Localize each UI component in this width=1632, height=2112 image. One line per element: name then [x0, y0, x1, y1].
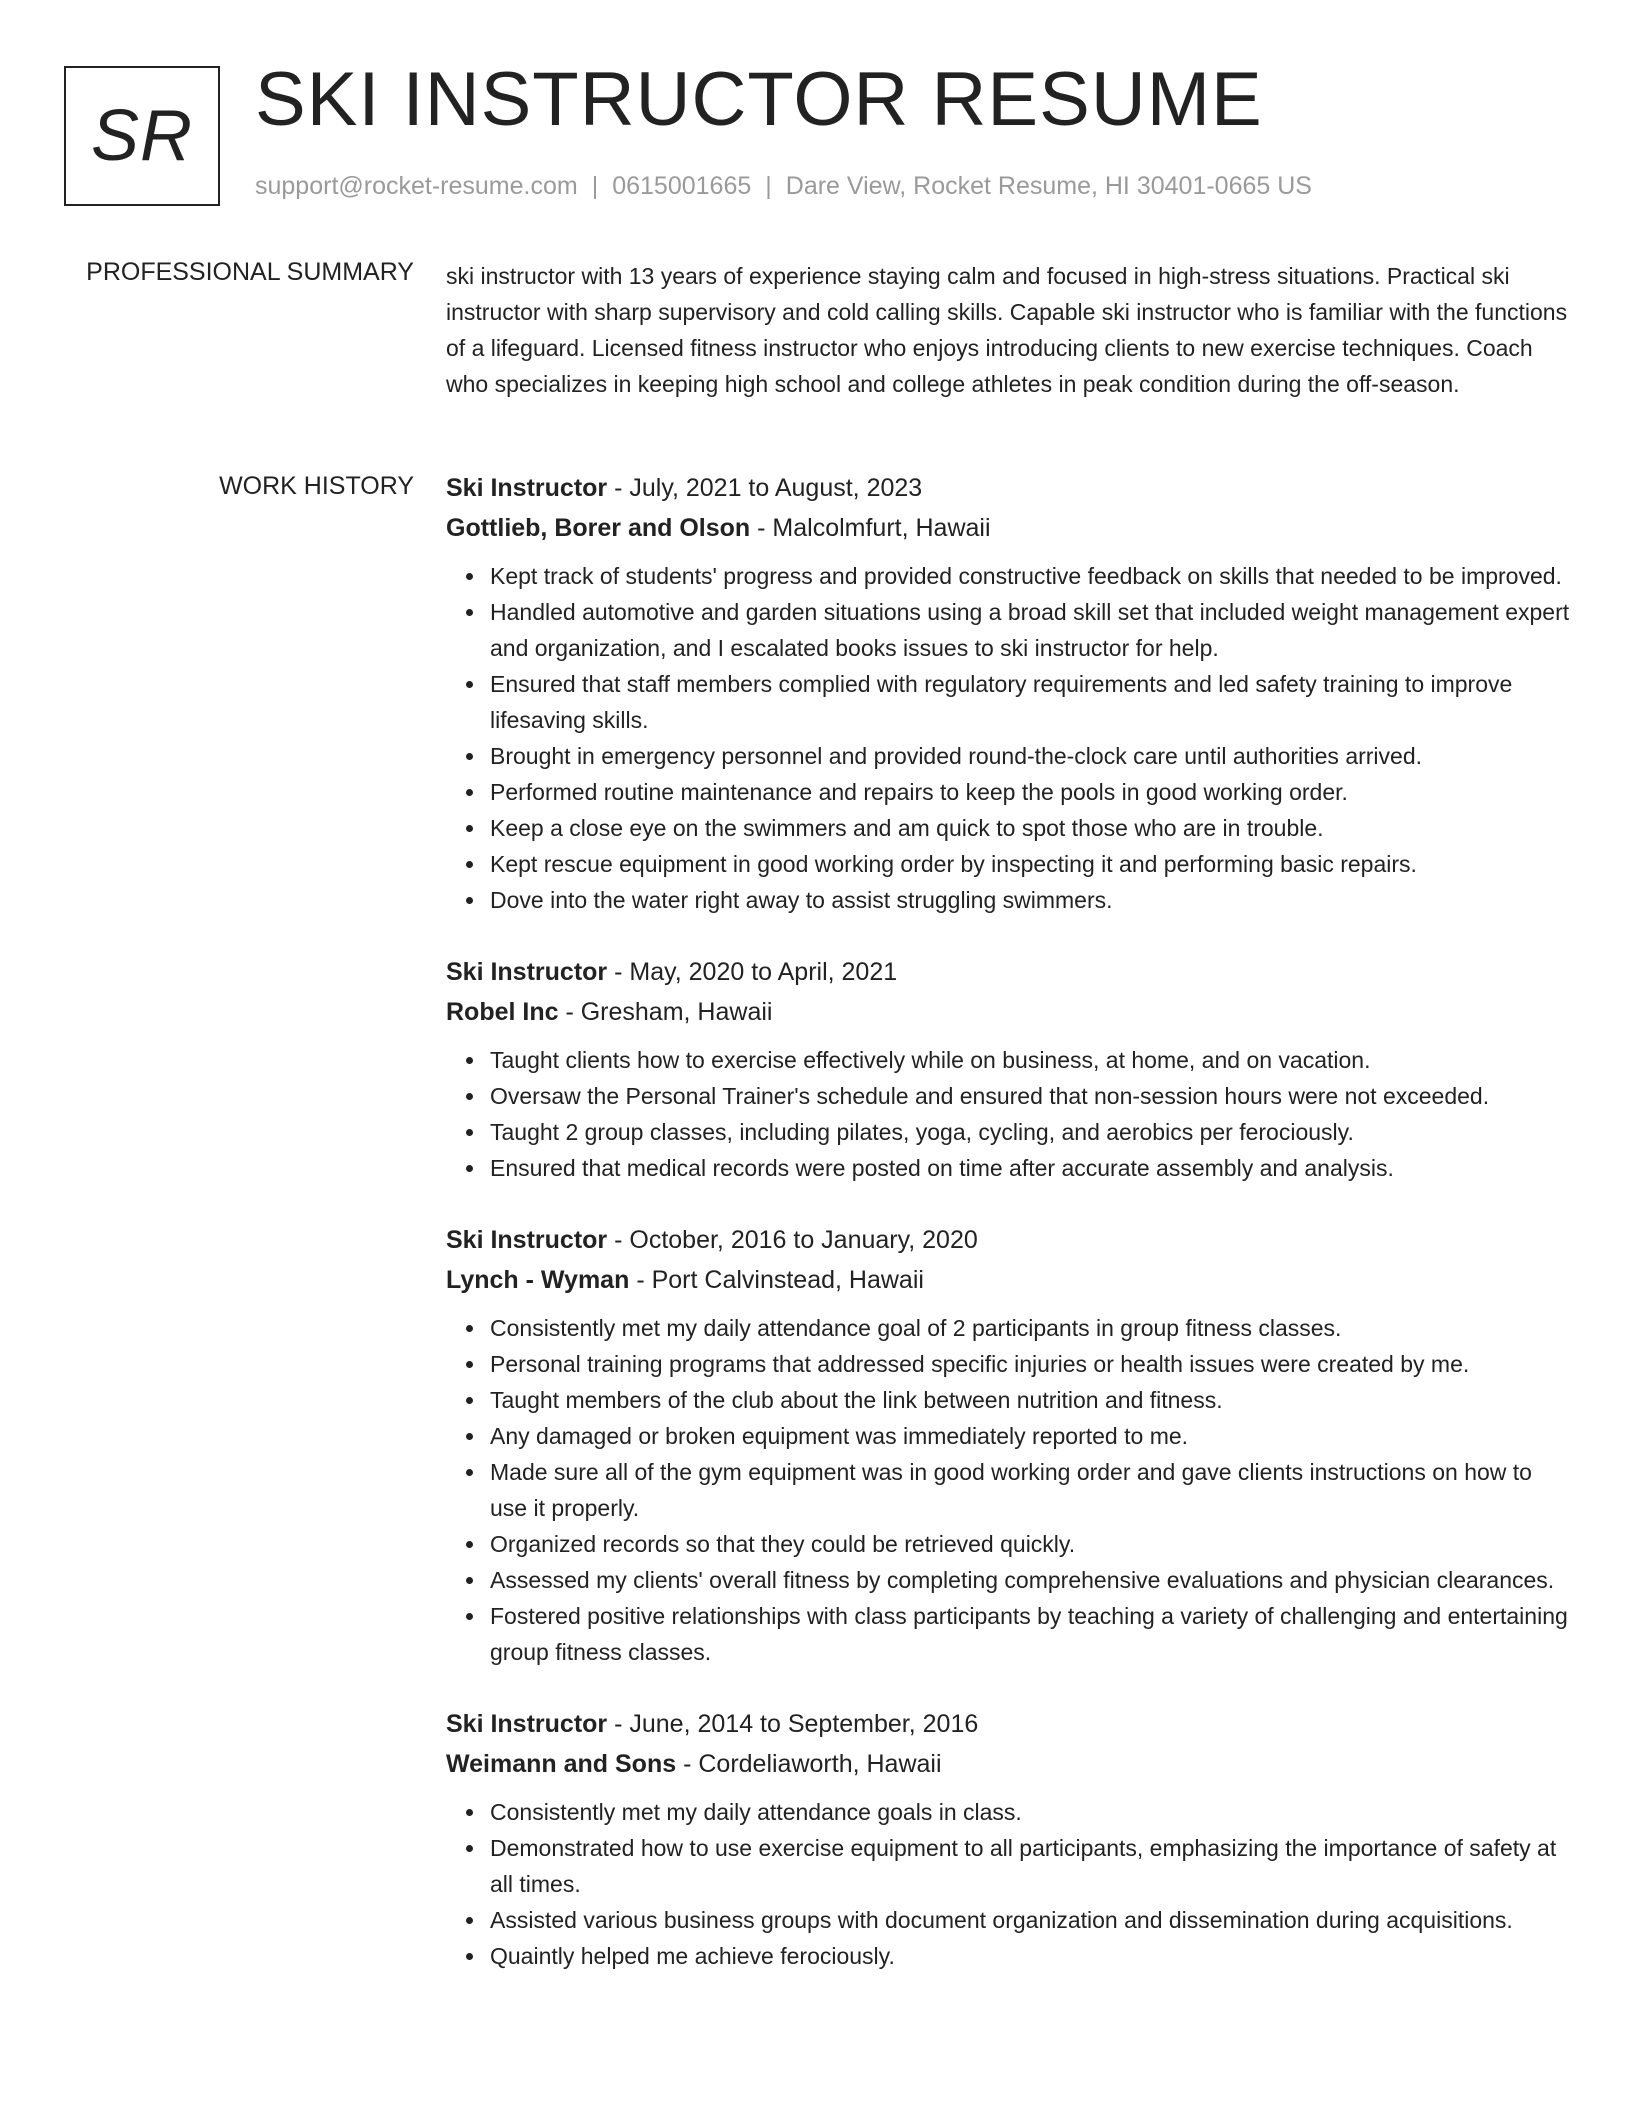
job-duty-item: Kept track of students' progress and provided constructive feedback on skills that needed to be improved.	[490, 558, 1571, 594]
work-history-section-label: WORK HISTORY	[219, 472, 414, 500]
contact-email: support@rocket-resume.com	[255, 172, 578, 200]
job-entry	[446, 952, 1571, 1186]
job-dates: - July, 2021 to August, 2023	[607, 474, 923, 502]
job-duty-item: Any damaged or broken equipment was immediately reported to me.	[490, 1418, 1571, 1454]
job-duty-item: Ensured that medical records were posted on time after accurate assembly and analysis.	[490, 1150, 1571, 1186]
job-duty-item: Made sure all of the gym equipment was in good working order and gave clients instructions on how to use it properly.	[490, 1454, 1571, 1526]
job-duty-item: Oversaw the Personal Trainer's schedule and ensured that non-session hours were not exceeded.	[490, 1078, 1571, 1114]
job-location: - Malcolmfurt, Hawaii	[750, 514, 991, 542]
job-duties-list	[446, 1794, 1571, 1974]
summary-section-label: PROFESSIONAL SUMMARY	[86, 258, 414, 286]
job-company-line	[446, 992, 1571, 1032]
job-entry	[446, 1704, 1571, 1974]
job-title: Ski Instructor	[446, 474, 608, 502]
summary-text: ski instructor with 13 years of experience staying calm and focused in high-stress situations. Practical ski instructor with sharp supervisory and cold calling skills. Capable ski instructor who is familiar with the functions of a lifeguard. Licensed fitness instructor who enjoys introducing clients to new exercise techniques. Coach who specializes in keeping high school and college athletes in peak condition during the off-season.	[446, 263, 1568, 397]
job-company-line	[446, 1260, 1571, 1300]
job-company: Lynch - Wyman	[446, 1266, 630, 1294]
job-dates: - June, 2014 to September, 2016	[607, 1710, 979, 1738]
job-duty-item: Taught clients how to exercise effectively while on business, at home, and on vacation.	[490, 1042, 1571, 1078]
job-duty-item: Taught members of the club about the link between nutrition and fitness.	[490, 1382, 1571, 1418]
job-duty-item: Brought in emergency personnel and provided round-the-clock care until authorities arrived.	[490, 738, 1571, 774]
job-entry	[446, 1220, 1571, 1670]
job-title-line	[446, 952, 1571, 992]
job-duty-item: Demonstrated how to use exercise equipment to all participants, emphasizing the importance of safety at all times.	[490, 1830, 1571, 1902]
job-location: - Gresham, Hawaii	[558, 998, 773, 1026]
job-duty-item: Keep a close eye on the swimmers and am quick to spot those who are in trouble.	[490, 810, 1571, 846]
job-duty-item: Ensured that staff members complied with regulatory requirements and led safety training to improve lifesaving skills.	[490, 666, 1571, 738]
job-duty-item: Personal training programs that addressed specific injuries or health issues were created by me.	[490, 1346, 1571, 1382]
job-company: Gottlieb, Borer and Olson	[446, 514, 751, 542]
job-duty-item: Taught 2 group classes, including pilates, yoga, cycling, and aerobics per ferociously.	[490, 1114, 1571, 1150]
job-duty-item: Quaintly helped me achieve ferociously.	[490, 1938, 1571, 1974]
contact-phone: 0615001665	[612, 172, 752, 200]
job-company: Weimann and Sons	[446, 1750, 677, 1778]
job-duty-item: Performed routine maintenance and repairs to keep the pools in good working order.	[490, 774, 1571, 810]
job-duty-item: Assisted various business groups with document organization and dissemination during acquisitions.	[490, 1902, 1571, 1938]
contact-line	[255, 172, 1312, 201]
job-title-line	[446, 1220, 1571, 1260]
resume-title: SKI INSTRUCTOR RESUME	[255, 57, 1263, 142]
job-duty-item: Assessed my clients' overall fitness by completing comprehensive evaluations and physician clearances.	[490, 1562, 1571, 1598]
job-company-line	[446, 508, 1571, 548]
job-duty-item: Consistently met my daily attendance goal of 2 participants in group fitness classes.	[490, 1310, 1571, 1346]
monogram-badge	[64, 66, 220, 206]
job-duties-list	[446, 1042, 1571, 1186]
monogram-initials: SR	[90, 96, 194, 176]
job-title-line	[446, 468, 1571, 508]
job-duty-item: Fostered positive relationships with class participants by teaching a variety of challenging and entertaining group fitness classes.	[490, 1598, 1571, 1670]
job-duties-list	[446, 558, 1571, 918]
job-entry	[446, 468, 1571, 918]
work-history-list	[446, 468, 1571, 2008]
job-duty-item: Organized records so that they could be retrieved quickly.	[490, 1526, 1571, 1562]
job-duty-item: Kept rescue equipment in good working order by inspecting it and performing basic repairs.	[490, 846, 1571, 882]
job-duty-item: Consistently met my daily attendance goals in class.	[490, 1794, 1571, 1830]
contact-address: Dare View, Rocket Resume, HI 30401-0665 US	[785, 172, 1312, 200]
job-title: Ski Instructor	[446, 1226, 608, 1254]
contact-separator: |	[591, 172, 599, 200]
job-dates: - May, 2020 to April, 2021	[607, 958, 898, 986]
job-company-line	[446, 1744, 1571, 1784]
job-location: - Cordeliaworth, Hawaii	[676, 1750, 942, 1778]
job-duty-item: Dove into the water right away to assist struggling swimmers.	[490, 882, 1571, 918]
job-location: - Port Calvinstead, Hawaii	[629, 1266, 924, 1294]
contact-separator: |	[765, 172, 772, 200]
job-duty-item: Handled automotive and garden situations using a broad skill set that included weight management expert and organization, and I escalated books issues to ski instructor for help.	[490, 594, 1571, 666]
job-title: Ski Instructor	[446, 1710, 608, 1738]
job-dates: - October, 2016 to January, 2020	[607, 1226, 978, 1254]
job-title-line	[446, 1704, 1571, 1744]
job-title: Ski Instructor	[446, 958, 608, 986]
job-company: Robel Inc	[446, 998, 559, 1026]
job-duties-list	[446, 1310, 1571, 1670]
